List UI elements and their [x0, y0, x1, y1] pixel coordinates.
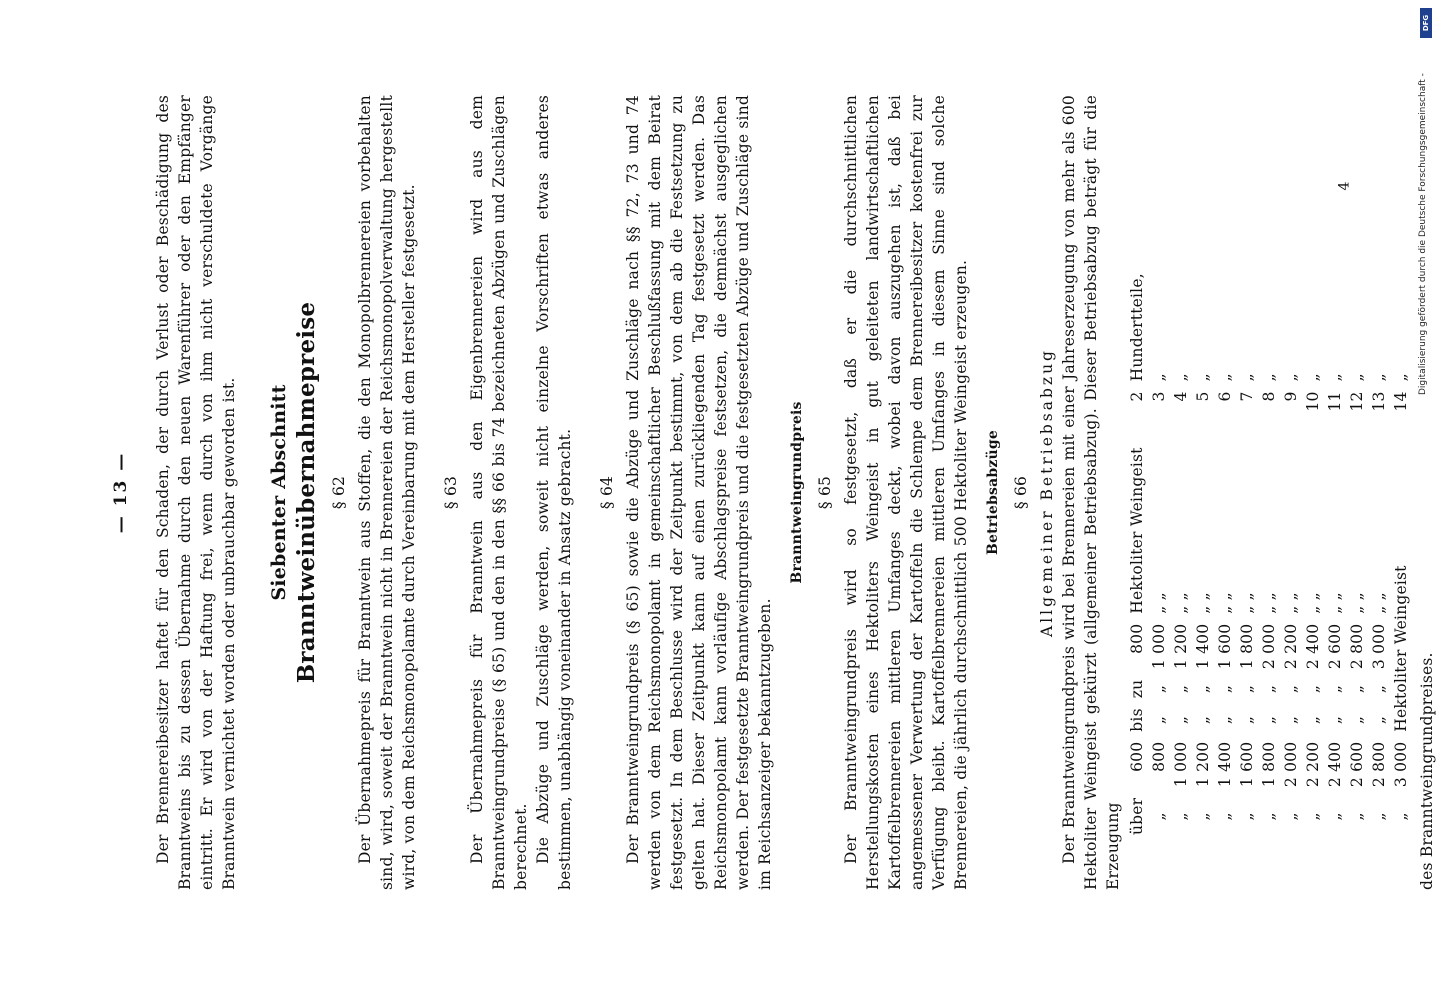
scale-ditto: „	[1150, 812, 1168, 821]
scale-ditto: „	[1216, 715, 1234, 725]
scale-ditto: „	[1304, 812, 1322, 821]
scale-suffix-ditto: „	[1260, 373, 1278, 382]
scale-from: 1 200	[1194, 741, 1212, 788]
scale-ditto: „	[1326, 715, 1344, 725]
scale-value: 9	[1282, 391, 1300, 402]
scale-value: 12	[1348, 391, 1366, 412]
scale-row	[1302, 268, 1324, 840]
paragraph-66-subheading: Allgemeiner Betriebsabzug	[1038, 348, 1056, 637]
paragraph-63-text-2: Die Abzüge und Zuschläge werden, soweit nicht einzelne Vorschriften etwas anderes bestimmen, unabhängig voneinander in Ansatz gebracht.	[534, 95, 574, 890]
scale-value: 2	[1128, 391, 1146, 402]
scale-ditto: „	[1348, 812, 1366, 821]
scale-row	[1148, 268, 1170, 840]
scale-to: 1 000	[1150, 623, 1168, 670]
scale-from: 1 600	[1238, 741, 1256, 788]
scale-to: 2 000	[1260, 623, 1278, 670]
scale-value: 8	[1260, 391, 1278, 402]
scale-value: 4	[1172, 391, 1190, 402]
scale-row	[1368, 268, 1390, 840]
scale-ditto: „	[1304, 715, 1322, 725]
dfg-badge-text: DFG	[1422, 14, 1430, 32]
scale-value: 10	[1304, 391, 1322, 412]
scale-to: 800	[1128, 623, 1146, 654]
scale-from: 2 200	[1304, 741, 1322, 788]
scale-ditto: „	[1348, 684, 1366, 694]
paragraph-66-text: Der Branntweingrundpreis wird bei Brennereien mit einer Jahreserzeugung von mehr als 600 Hektoliter Weingeist gekürzt (allgemeiner Betriebsabzug). Dieser Betriebsabzug beträgt für die Erzeugung	[1060, 95, 1122, 890]
scale-unit-ditto: „ „	[1260, 592, 1278, 614]
scale-suffix-ditto: „	[1172, 373, 1190, 382]
scale-from: 2 800	[1370, 741, 1388, 788]
scale-from: 3 000	[1392, 741, 1410, 788]
scale-to: 2 200	[1282, 623, 1300, 670]
scale-ditto: „	[1216, 812, 1234, 821]
scale-row	[1258, 268, 1280, 840]
scale-ditto: „	[1172, 715, 1190, 725]
scale-ditto: „	[1194, 715, 1212, 725]
page-number: — 13 —	[111, 451, 131, 534]
scale-ditto: „	[1260, 715, 1278, 725]
scale-suffix-ditto: „	[1326, 373, 1344, 382]
scale-unit-ditto: „ „	[1150, 592, 1168, 614]
paragraph-65-text: Der Branntweingrundpreis wird so festgesetzt, daß er die durchschnittlichen Herstellungskosten eines Hektoliters Weingeist in gut geleiteten landwirtschaftlichen Kartoffelbrennereien mittleren Umfanges deckt, wobei davon auszugehen ist, daß bei angemessener Verwertung der Kartoffeln die Schlempe dem Brennereibesitzer kostenfrei zur Verfügung bleibt. Kartoffelbrennereien mittleren Umfanges in diesem Sinne sind solche Brennereien, die jährlich durchschnittlich 500 Hektoliter Weingeist erzeugen.	[842, 95, 970, 890]
scale-value: 11	[1326, 391, 1344, 412]
scale-unit-ditto: „ „	[1216, 592, 1234, 614]
scale-unit-ditto: „ „	[1238, 592, 1256, 614]
dfg-logo-badge	[1420, 8, 1432, 38]
scale-row-last	[1390, 268, 1412, 840]
scale-unit-ditto: „ „	[1348, 592, 1366, 614]
scale-unit-ditto: „ „	[1304, 592, 1322, 614]
scale-prefix: über	[1128, 797, 1146, 835]
scale-from: 1 400	[1216, 741, 1234, 788]
scale-value: 7	[1238, 391, 1256, 402]
scale-to: 1 200	[1172, 623, 1190, 670]
scale-ditto: „	[1370, 715, 1388, 725]
scale-ditto: „	[1172, 684, 1190, 694]
scale-value: 6	[1216, 391, 1234, 402]
scale-suffix-ditto: „	[1238, 373, 1256, 382]
scale-to: 1 400	[1194, 623, 1212, 670]
scale-row	[1170, 268, 1192, 840]
signature-mark: 4	[1336, 181, 1353, 191]
paragraph-64-heading: § 64	[598, 475, 616, 510]
scale-ditto: „	[1282, 715, 1300, 725]
subhead-betriebsabzuege: Betriebsabzüge	[985, 430, 1001, 555]
scale-unit: Hektoliter Weingeist	[1392, 565, 1410, 732]
scale-to: 2 400	[1304, 623, 1322, 670]
scale-ditto: „	[1172, 812, 1190, 821]
scale-ditto: „	[1282, 812, 1300, 821]
scale-ditto: „	[1370, 812, 1388, 821]
scale-row	[1236, 268, 1258, 840]
scale-unit-ditto: „ „	[1194, 592, 1212, 614]
scale-suffix-ditto: „	[1348, 373, 1366, 382]
intro-paragraph: Der Brennereibesitzer haftet für den Schaden, der durch Verlust oder Beschädigung des Branntweins bis zu dessen Übernahme durch den neuen Warenführer oder den Empfänger eintritt. Er wird von der Haftung frei, wenn durch von ihm nicht verschuldete Vorgänge Branntwein vernichtet worden oder unbrauchbar geworden ist.	[154, 95, 238, 890]
scale-ditto: „	[1238, 715, 1256, 725]
paragraph-62-heading: § 62	[330, 475, 348, 510]
subhead-grundpreis: Branntweingrundpreis	[789, 401, 805, 584]
scale-ditto: „	[1326, 684, 1344, 694]
scale-ditto: „	[1238, 684, 1256, 694]
scale-ditto: „	[1282, 684, 1300, 694]
scale-ditto: „	[1194, 812, 1212, 821]
scale-value: 5	[1194, 391, 1212, 402]
paragraph-63-heading: § 63	[442, 475, 460, 510]
scale-value: 14	[1392, 391, 1410, 412]
scale-row	[1324, 268, 1346, 840]
scale-suffix-ditto: „	[1304, 373, 1322, 382]
scale-suffix-ditto: „	[1150, 373, 1168, 382]
scale-ditto: „	[1260, 812, 1278, 821]
scale-unit-ditto: „ „	[1370, 592, 1388, 614]
paragraph-63-text: Der Übernahmepreis für Branntwein aus den Eigenbrennereien wird aus dem Branntweingrundpreise (§ 65) und den in den §§ 66 bis 74 bezeichneten Abzügen und Zuschlägen berechnet.	[468, 95, 530, 890]
scale-ditto: „	[1348, 715, 1366, 725]
scale-to: 2 600	[1326, 623, 1344, 670]
scale-from: 800	[1150, 741, 1168, 772]
scale-ditto: „	[1194, 684, 1212, 694]
scale-row	[1280, 268, 1302, 840]
scale-ditto: „	[1260, 684, 1278, 694]
scale-suffix-ditto: „	[1392, 373, 1410, 382]
scale-zu: zu	[1128, 679, 1146, 699]
paragraph-64-text: Der Branntweingrundpreis (§ 65) sowie die Abzüge und Zuschläge nach §§ 72, 73 und 74 werden von dem Reichsmonopolamt in gemeinschaftlicher Beschlußfassung mit dem Beirat festgesetzt. In dem Beschlusse wird der Zeitpunkt bestimmt, von dem ab die Festsetzung zu gelten hat. Dieser Zeitpunkt kann auf einen zurückliegenden Tag festgesetzt werden. Das Reichsmonopolamt kann vorläufige Abschlagspreise festsetzen, die demnächst ausgeglichen werden. Der festgesetzte Branntweingrundpreis und die festgesetzten Abzüge und Zuschläge sind im Reichsanzeiger bekanntzugeben.	[624, 95, 774, 890]
scale-suffix-ditto: „	[1216, 373, 1234, 382]
scale-to: 1 600	[1216, 623, 1234, 670]
scale-to: 2 800	[1348, 623, 1366, 670]
scale-value: 3	[1150, 391, 1168, 402]
scale-to: 1 800	[1238, 623, 1256, 670]
scale-ditto: „	[1216, 684, 1234, 694]
betriebsabzug-scale-table	[1126, 268, 1412, 840]
scale-ditto: „	[1150, 684, 1168, 694]
scale-to: 3 000	[1370, 623, 1388, 670]
scale-ditto: „	[1392, 812, 1410, 821]
scale-ditto: „	[1150, 715, 1168, 725]
scale-suffix-ditto: „	[1282, 373, 1300, 382]
scale-ditto: „	[1326, 812, 1344, 821]
digitization-note: Digitalisierung gefördert durch die Deutsche Forschungsgemeinschaft -	[1418, 73, 1428, 395]
paragraph-66-heading: § 66	[1012, 475, 1030, 510]
scale-row	[1346, 268, 1368, 840]
paragraph-62-text: Der Übernahmepreis für Branntwein aus Stoffen, die den Monopolbrennereien vorbehalten sind, wird, soweit der Branntwein nicht in Brennereien der Reichsmonopolverwaltung hergestellt wird, von dem Reichsmonopolamte durch Vereinbarung mit dem Hersteller festgesetzt.	[356, 95, 418, 890]
scale-suffix-ditto: „	[1194, 373, 1212, 382]
scale-row	[1192, 268, 1214, 840]
closing-line: des Branntweingrundpreises.	[1418, 652, 1436, 890]
scale-ditto: „	[1238, 812, 1256, 821]
scale-value: 13	[1370, 391, 1388, 412]
scale-from: 600	[1128, 741, 1146, 772]
scale-from: 2 600	[1348, 741, 1366, 788]
scale-ditto: „	[1304, 684, 1322, 694]
section-title: Branntweinübernahmepreise	[293, 301, 320, 684]
paragraph-65-heading: § 65	[816, 475, 834, 510]
scale-from: 2 000	[1282, 741, 1300, 788]
scale-unit-ditto: „ „	[1172, 592, 1190, 614]
section-label: Siebenter Abschnitt	[268, 384, 290, 601]
scale-unit-ditto: „ „	[1282, 592, 1300, 614]
scale-ditto: „	[1370, 684, 1388, 694]
page-content	[110, 95, 1438, 890]
scale-bis: bis	[1128, 708, 1146, 732]
scale-unit: Hektoliter Weingeist	[1128, 447, 1146, 614]
scale-suffix: Hundertteile,	[1128, 273, 1146, 382]
scale-from: 1 000	[1172, 741, 1190, 788]
scale-row-first	[1126, 268, 1148, 840]
scale-from: 1 800	[1260, 741, 1278, 788]
scale-suffix-ditto: „	[1370, 373, 1388, 382]
scale-unit-ditto: „ „	[1326, 592, 1344, 614]
scale-row	[1214, 268, 1236, 840]
scale-from: 2 400	[1326, 741, 1344, 788]
